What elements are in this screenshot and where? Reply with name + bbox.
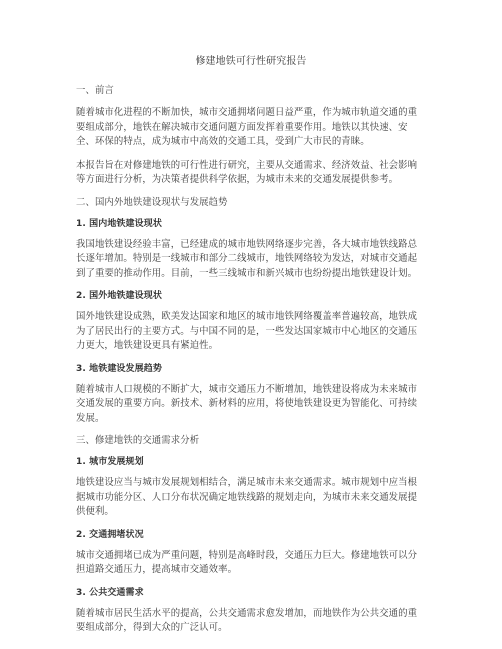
document-title: 修建地铁可行性研究报告 xyxy=(195,56,307,67)
paragraph: 城市交通拥堵已成为严重问题，特别是高峰时段，交通压力巨大。修建地铁可以分担道路交通压力，提高城市交通效率。 xyxy=(76,549,418,575)
sub-heading: 2. 交通拥堵状况 xyxy=(76,529,144,540)
sub-heading: 1. 城市发展规划 xyxy=(76,457,144,467)
paragraph: 本报告旨在对修建地铁的可行性进行研究，主要从交通需求、经济效益、社会影响等方面进行分析，为决策者提供科学依据，为城市未来的交通发展提供参考。 xyxy=(76,159,418,185)
sub-heading: 3. 公共交通需求 xyxy=(76,587,144,598)
section-heading-demand: 三、修建地铁的交通需求分析 xyxy=(76,435,200,446)
paragraph: 随着城市化进程的不断加快，城市交通拥堵问题日益严重，作为城市轨道交通的重要组成部分，地铁在解决城市交通问题方面发挥着重要作用。地铁以其快速、安全、环保的特点，成为城市中高效的交通工具，受到广大市民的青睐。 xyxy=(76,107,418,147)
section-heading-preface: 一、前言 xyxy=(76,85,114,96)
paragraph: 我国地铁建设经验丰富，已经建成的城市地铁网络逐步完善，各大城市地铁线路总长逐年增加。特别是一线城市和部分二线城市，地铁网络较为发达，对城市交通起到了重要的推动作用。目前，一些三线城市和新兴城市也纷纷提出地铁建设计划。 xyxy=(76,238,418,279)
sub-heading: 1. 国内地铁建设现状 xyxy=(76,218,162,229)
sub-heading: 3. 地铁建设发展趋势 xyxy=(76,363,162,374)
paragraph: 随着城市人口规模的不断扩大，城市交通压力不断增加，地铁建设将成为未来城市交通发展的重要方向。新技术、新材料的应用，将使地铁建设更为智能化、可持续发展。 xyxy=(76,383,418,424)
sub-heading: 2. 国外地铁建设现状 xyxy=(76,291,162,301)
paragraph: 国外地铁建设成熟，欧美发达国家和地区的城市地铁网络覆盖率普遍较高，地铁成为了居民出行的主要方式。与中国不同的是，一些发达国家城市中心地区的交通压力更大，地铁建设更具有紧迫性。 xyxy=(76,311,418,351)
section-heading-status: 二、国内外地铁建设现状与发展趋势 xyxy=(76,196,228,208)
paragraph: 地铁建设应当与城市发展规划相结合，满足城市未来交通需求。城市规划中应当根据城市功能分区、人口分布状况确定地铁线路的规划走向，为城市未来交通发展提供便利。 xyxy=(76,477,418,517)
paragraph: 随着城市居民生活水平的提高，公共交通需求愈发增加，而地铁作为公共交通的重要组成部分，得到大众的广泛认可。 xyxy=(76,607,418,633)
